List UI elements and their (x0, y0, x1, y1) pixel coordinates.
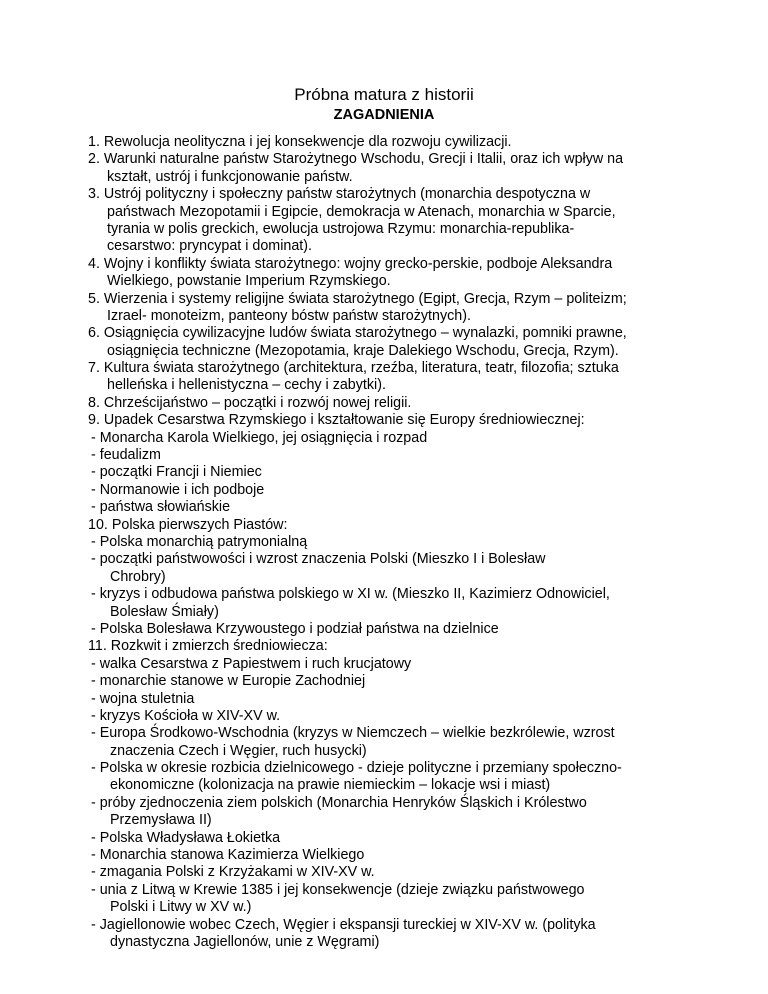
subtopic-line: znaczenia Czech i Węgier, ruch husycki) (110, 742, 367, 759)
subtopic-line: Chrobry) (110, 568, 166, 585)
subtopic-item (88, 464, 698, 481)
subtopic-line: - feudalizm (91, 447, 161, 464)
topic-line: 11. Rozkwit i zmierzch średniowiecza: (88, 638, 328, 655)
subtopic-item (88, 499, 698, 516)
topic-line: 8. Chrześcijaństwo – początki i rozwój nowej religii. (88, 394, 412, 411)
subtopic-item (88, 673, 698, 690)
topic-line: Izrael- monoteizm, panteony bóstw państw starożytnych). (107, 307, 471, 324)
subtopic-item (88, 551, 698, 586)
subtopic-line: - państwa słowiańskie (91, 499, 231, 516)
subtopic-line: - wojna stuletnia (91, 690, 195, 707)
subtopic-item (88, 882, 698, 917)
subtopic-item (88, 725, 698, 760)
subtopic-item (88, 621, 698, 638)
topics-list (88, 134, 698, 951)
topic-line: 4. Wojny i konflikty świata starożytnego: wojny grecko-perskie, podboje Aleksandra (88, 255, 613, 272)
topic-line: 7. Kultura świata starożytnego (architektura, rzeźba, literatura, teatr, filozofia; sztuka (88, 360, 619, 377)
topic-line: 2. Warunki naturalne państw Starożytnego Wschodu, Grecji i Italii, oraz ich wpływ na (88, 151, 624, 168)
subtopic-line: Polski i Litwy w XV w.) (110, 899, 252, 916)
subtopic-item (88, 534, 698, 551)
subtopic-line: dynastyczna Jagiellonów, unie z Węgrami) (110, 933, 380, 950)
subtopic-line: - Monarcha Karola Wielkiego, jej osiągnięcia i rozpad (91, 429, 428, 446)
topic-line: cesarstwo: pryncypat i dominat). (107, 238, 313, 255)
subtopic-line: Bolesław Śmiały) (110, 603, 219, 620)
subtopic-line: - początki państwowości i wzrost znaczenia Polski (Mieszko I i Bolesław (91, 551, 546, 568)
subtopic-line: - Europa Środkowo-Wschodnia (kryzys w Niemczech – wielkie bezkrólewie, wzrost (91, 725, 615, 742)
subtopic-item (88, 847, 698, 864)
topic-item (88, 412, 698, 516)
subtopic-item (88, 864, 698, 881)
topic-line: 6. Osiągnięcia cywilizacyjne ludów świata starożytnego – wynalazki, pomniki prawne, (88, 325, 627, 342)
topic-item (88, 325, 698, 360)
topic-item (88, 395, 698, 412)
topic-line: kształt, ustrój i funkcjonowanie państw. (107, 168, 353, 185)
topic-item (88, 151, 698, 186)
subtopic-line: - początki Francji i Niemiec (91, 464, 262, 481)
subtopic-line: - zmagania Polski z Krzyżakami w XIV-XV w. (91, 864, 375, 881)
topic-line: 9. Upadek Cesarstwa Rzymskiego i kształtowanie się Europy średniowiecznej: (88, 412, 585, 429)
subtopic-line: - monarchie stanowe w Europie Zachodniej (91, 673, 366, 690)
subtopic-line: - kryzys i odbudowa państwa polskiego w XI w. (Mieszko II, Kazimierz Odnowiciel, (91, 586, 610, 603)
subtopic-line: - Polska Władysława Łokietka (91, 829, 281, 846)
subtopic-item (88, 830, 698, 847)
topic-line: tyrania w polis greckich, ewolucja ustrojowa Rzymu: monarchia-republika- (107, 220, 575, 237)
subtopic-item (88, 795, 698, 830)
document-title: Próbna matura z historii (294, 85, 474, 104)
subtopic-line: - kryzys Kościoła w XIV-XV w. (91, 707, 281, 724)
topic-line: Wielkiego, powstanie Imperium Rzymskiego. (107, 273, 391, 290)
topic-item (88, 517, 698, 639)
subtopic-line: - walka Cesarstwa z Papiestwem i ruch krucjatowy (91, 655, 412, 672)
subtopic-line: - Jagiellonowie wobec Czech, Węgier i ekspansji tureckiej w XIV-XV w. (polityka (91, 916, 596, 933)
subtopic-item (88, 586, 698, 621)
topic-line: helleńska i hellenistyczna – cechy i zabytki). (107, 377, 386, 394)
subtopic-line: ekonomiczne (kolonizacja na prawie niemieckim – lokacje wsi i miast) (110, 777, 551, 794)
subtopic-item (88, 656, 698, 673)
topic-item (88, 186, 698, 256)
subtopic-line: - próby zjednoczenia ziem polskich (Monarchia Henryków Śląskich i Królestwo (91, 794, 587, 811)
topic-item (88, 134, 698, 151)
subtopic-item (88, 430, 698, 447)
topic-line: 1. Rewolucja neolityczna i jej konsekwencje dla rozwoju cywilizacji. (88, 134, 512, 150)
document-subtitle: ZAGADNIENIA (333, 107, 435, 123)
topic-item (88, 291, 698, 326)
subtopic-line: - Monarchia stanowa Kazimierza Wielkiego (91, 847, 365, 864)
topic-line: państwach Mezopotamii i Egipcie, demokracja w Atenach, monarchia w Sparcie, (107, 203, 616, 220)
subtopic-line: Przemysława II) (110, 812, 212, 829)
subtopic-line: - unia z Litwą w Krewie 1385 i jej konsekwencje (dzieje związku państwowego (91, 881, 585, 898)
topic-item (88, 638, 698, 951)
topic-line: 5. Wierzenia i systemy religijne świata starożytnego (Egipt, Grecja, Rzym – politeizm; (88, 290, 627, 307)
subtopic-item (88, 917, 698, 952)
subtopic-line: - Polska monarchią patrymonialną (91, 533, 308, 550)
topic-item (88, 360, 698, 395)
subtopic-item (88, 691, 698, 708)
subtopic-item (88, 708, 698, 725)
subtopic-item (88, 482, 698, 499)
subtopic-line: - Polska Bolesława Krzywoustego i podział państwa na dzielnice (91, 620, 499, 637)
topic-line: 10. Polska pierwszych Piastów: (88, 516, 288, 533)
subtopic-item (88, 447, 698, 464)
subtopic-item (88, 760, 698, 795)
topic-item (88, 256, 698, 291)
topic-line: 3. Ustrój polityczny i społeczny państw starożytnych (monarchia despotyczna w (88, 186, 591, 203)
topic-line: osiągnięcia techniczne (Mezopotamia, kraje Dalekiego Wschodu, Grecja, Rzym). (107, 342, 619, 359)
subtopic-line: - Polska w okresie rozbicia dzielnicowego - dzieje polityczne i przemiany społeczno- (91, 760, 622, 777)
subtopic-line: - Normanowie i ich podboje (91, 481, 265, 498)
